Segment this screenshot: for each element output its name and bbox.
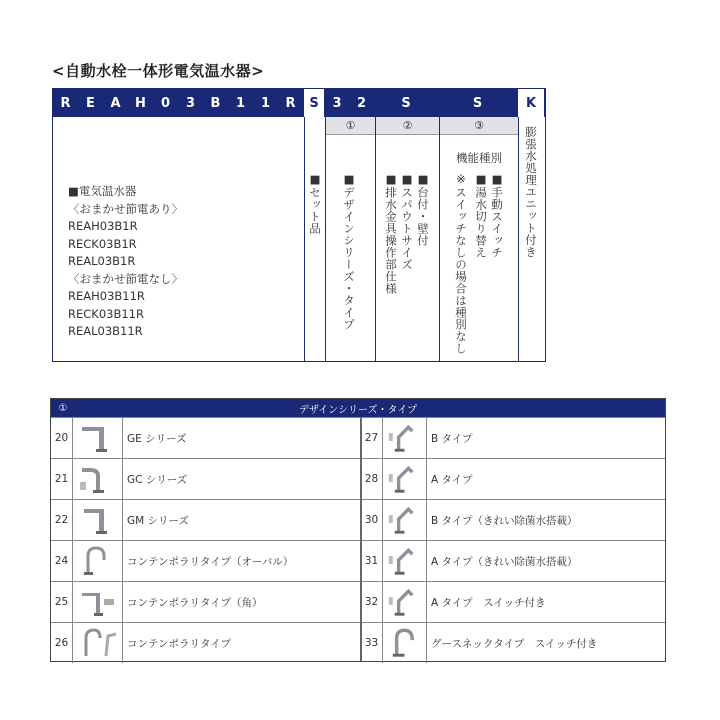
function-text-1: ■手動スイッチ — [490, 172, 504, 259]
model-item: REAH03B11R — [68, 289, 145, 303]
design-label: GC シリーズ — [127, 473, 188, 486]
design-row — [361, 581, 665, 622]
faucet-oval-icon — [73, 541, 123, 581]
code-letter: 2 — [349, 89, 374, 117]
model-item: REAL03B11R — [68, 324, 143, 338]
design-row — [51, 499, 360, 540]
code-letter: 1 — [228, 89, 253, 117]
faucet-a-icon — [383, 459, 427, 499]
code-letter: B — [203, 89, 228, 117]
design-row — [361, 458, 665, 499]
design-row — [361, 499, 665, 540]
function-heading: 機能種別 — [456, 151, 502, 165]
spout-text-2: ■スパウトサイズ — [400, 172, 414, 271]
model-item: REAH03B1R — [68, 219, 138, 233]
design-label: A タイプ — [431, 473, 473, 486]
code-letter: 1 — [253, 89, 278, 117]
code-letter: E — [78, 89, 103, 117]
design-table-header — [51, 399, 665, 417]
model-list — [68, 183, 183, 341]
code-letter: R — [278, 89, 303, 117]
design-number: 28 — [361, 459, 383, 499]
design-row — [51, 540, 360, 581]
code-letter: 3 — [178, 89, 203, 117]
faucet-contemporary-icon — [73, 623, 123, 663]
code-letter: S — [374, 89, 438, 117]
set-item-text: ■セット品 — [308, 172, 322, 235]
faucet-a-switch-icon — [383, 582, 427, 622]
design-number: 33 — [361, 623, 383, 663]
faucet-b-clean-icon — [383, 500, 427, 540]
design-label: A タイプ（きれい除菌水搭載） — [431, 555, 578, 568]
design-table-circle: ① — [58, 402, 68, 414]
models-group2: 〈おまかせ節電なし〉 — [68, 271, 183, 286]
faucet-gc-icon — [73, 459, 123, 499]
design-label: B タイプ — [431, 432, 473, 445]
design-row — [51, 622, 360, 663]
code-letter: 3 — [325, 89, 349, 117]
design-type-text: ■デザインシリーズ・タイプ — [342, 172, 356, 331]
design-row — [51, 458, 360, 499]
design-row — [361, 540, 665, 581]
design-number: 20 — [51, 418, 73, 458]
code-letter: 0 — [153, 89, 178, 117]
design-number: 25 — [51, 582, 73, 622]
design-table-title: デザインシリーズ・タイプ — [298, 404, 418, 416]
design-number: 26 — [51, 623, 73, 663]
design-row — [361, 622, 665, 663]
faucet-gm-icon — [73, 500, 123, 540]
col-label-design: ① — [326, 117, 375, 135]
k-option-text: 膨張水処理ユニット付き — [524, 126, 538, 258]
design-label: グースネックタイプ スイッチ付き — [431, 637, 598, 650]
design-label: A タイプ スイッチ付き — [431, 596, 546, 609]
design-number: 27 — [361, 418, 383, 458]
design-number: 21 — [51, 459, 73, 499]
col-label-function: ③ — [440, 117, 518, 135]
faucet-b-icon — [383, 418, 427, 458]
col-label-spout: ② — [376, 117, 439, 135]
design-label: GE シリーズ — [127, 432, 187, 445]
faucet-square-icon — [73, 582, 123, 622]
design-number: 32 — [361, 582, 383, 622]
design-number: 31 — [361, 541, 383, 581]
design-row — [361, 417, 665, 458]
design-label: コンテンポラリタイプ（角） — [127, 596, 263, 609]
design-row — [51, 417, 360, 458]
code-letter: H — [128, 89, 153, 117]
design-row — [51, 581, 360, 622]
code-letter: K — [517, 89, 545, 117]
design-label: GM シリーズ — [127, 514, 190, 527]
model-item: RECK03B1R — [68, 236, 137, 251]
faucet-gooseneck-icon — [383, 623, 427, 663]
models-heading: ■電気温水器 — [68, 184, 137, 198]
function-text-2: ■湯水切り替え — [474, 172, 488, 259]
spout-text-3: ■排水金具操作部仕様 — [384, 172, 398, 295]
spout-text-1: ■台付・壁付 — [416, 172, 430, 247]
function-text-3: ※スイッチなしの場合は種別なし — [454, 172, 468, 355]
model-item: REAL03B1R — [68, 254, 136, 268]
design-label: コンテンポラリタイプ — [127, 637, 231, 650]
design-label: B タイプ（きれい除菌水搭載） — [431, 514, 578, 527]
models-group1: 〈おまかせ節電あり〉 — [68, 201, 183, 216]
design-number: 22 — [51, 500, 73, 540]
code-letter: A — [103, 89, 128, 117]
design-number: 30 — [361, 500, 383, 540]
page-title: <自動水栓一体形電気温水器> — [52, 62, 265, 80]
faucet-ge-icon — [73, 418, 123, 458]
design-label: コンテンポラリタイプ（オーバル） — [127, 555, 294, 568]
code-letter: R — [53, 89, 78, 117]
faucet-a-clean-icon — [383, 541, 427, 581]
code-letter: S — [303, 89, 325, 117]
code-letter: S — [438, 89, 517, 117]
design-number: 24 — [51, 541, 73, 581]
design-series-table — [50, 398, 666, 662]
model-item: RECK03B11R — [68, 306, 144, 321]
